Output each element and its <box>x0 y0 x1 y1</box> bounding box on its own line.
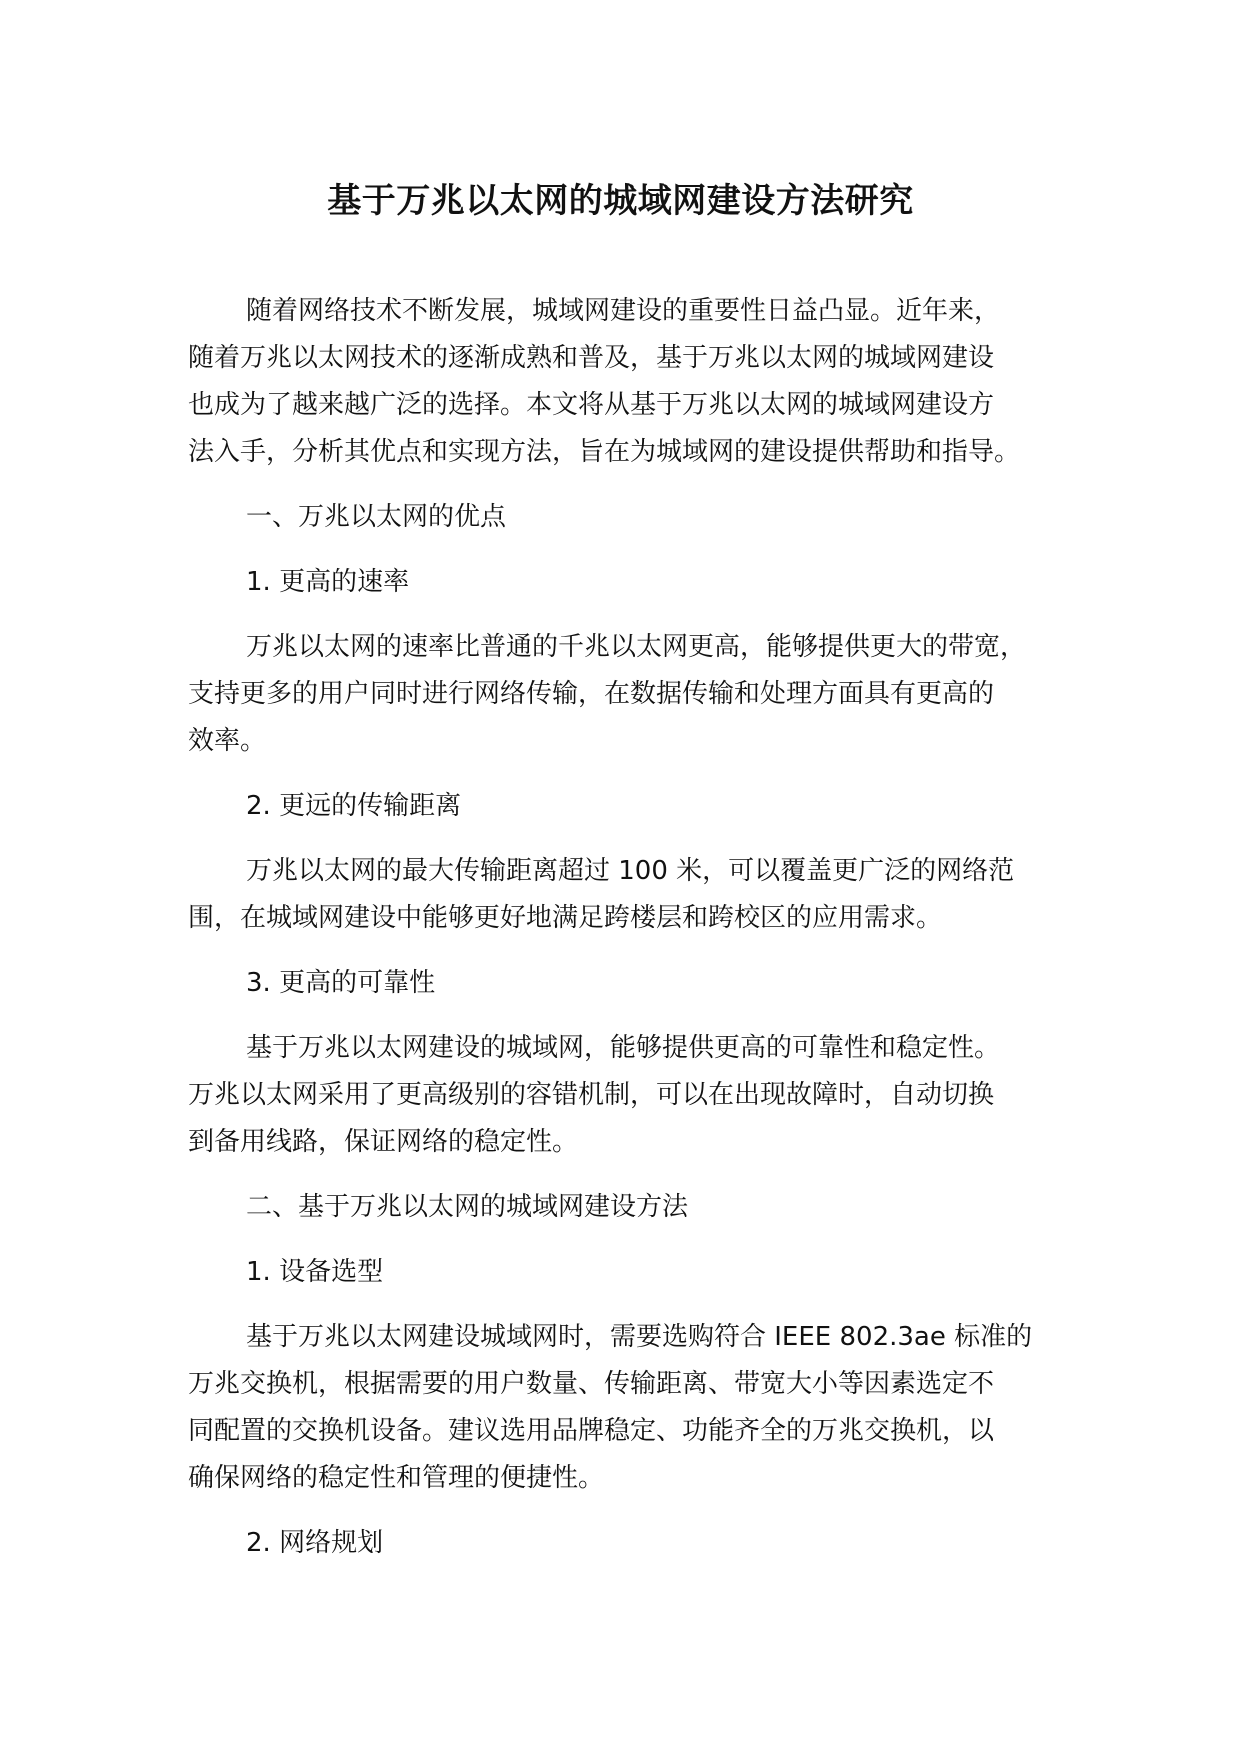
text-line: 也成为了越来越广泛的选择。本文将从基于万兆以太网的城域网建设方 <box>188 390 995 420</box>
body-paragraph <box>188 1025 1088 1166</box>
text-line: 万兆以太网的最大传输距离超过 100 米，可以覆盖更广泛的网络范 <box>246 856 1015 886</box>
body-paragraph <box>188 848 1088 942</box>
document-body <box>188 288 1088 1585</box>
body-paragraph <box>188 288 1088 476</box>
text-line: 万兆以太网的速率比普通的千兆以太网更高，能够提供更大的带宽， <box>246 632 1027 662</box>
text-line: 3. 更高的可靠性 <box>246 968 436 998</box>
section-heading <box>188 494 1088 541</box>
text-line: 效率。 <box>188 726 267 756</box>
text-line: 1. 设备选型 <box>246 1257 384 1287</box>
body-paragraph <box>188 624 1088 765</box>
text-line: 支持更多的用户同时进行网络传输，在数据传输和处理方面具有更高的 <box>188 679 995 709</box>
text-line: 2. 网络规划 <box>246 1528 384 1558</box>
text-line: 2. 更远的传输距离 <box>246 791 462 821</box>
section-heading <box>188 1184 1088 1231</box>
text-line: 随着万兆以太网技术的逐渐成熟和普及，基于万兆以太网的城域网建设 <box>188 343 995 373</box>
section-heading <box>188 1249 1088 1296</box>
text-line: 万兆以太网采用了更高级别的容错机制，可以在出现故障时，自动切换 <box>188 1080 995 1110</box>
document-title: 基于万兆以太网的城域网建设方法研究 <box>327 181 914 221</box>
text-line: 一、万兆以太网的优点 <box>246 502 507 532</box>
text-line: 到备用线路，保证网络的稳定性。 <box>188 1127 579 1157</box>
text-line: 基于万兆以太网建设的城域网，能够提供更高的可靠性和稳定性。 <box>246 1033 1001 1063</box>
text-line: 同配置的交换机设备。建议选用品牌稳定、功能齐全的万兆交换机，以 <box>188 1416 995 1446</box>
text-line: 法入手，分析其优点和实现方法，旨在为城域网的建设提供帮助和指导。 <box>188 437 1021 467</box>
text-line: 围，在城域网建设中能够更好地满足跨楼层和跨校区的应用需求。 <box>188 903 943 933</box>
section-heading <box>188 783 1088 830</box>
text-line: 1. 更高的速率 <box>246 567 410 597</box>
text-line: 基于万兆以太网建设城域网时，需要选购符合 IEEE 802.3ae 标准的 <box>246 1322 1033 1352</box>
body-paragraph <box>188 1314 1088 1502</box>
text-line: 随着网络技术不断发展，城域网建设的重要性日益凸显。近年来， <box>246 296 1001 326</box>
text-line: 确保网络的稳定性和管理的便捷性。 <box>188 1463 605 1493</box>
section-heading <box>188 960 1088 1007</box>
section-heading <box>188 1520 1088 1567</box>
text-line: 万兆交换机，根据需要的用户数量、传输距离、带宽大小等因素选定不 <box>188 1369 995 1399</box>
text-line: 二、基于万兆以太网的城域网建设方法 <box>246 1192 689 1222</box>
section-heading <box>188 559 1088 606</box>
